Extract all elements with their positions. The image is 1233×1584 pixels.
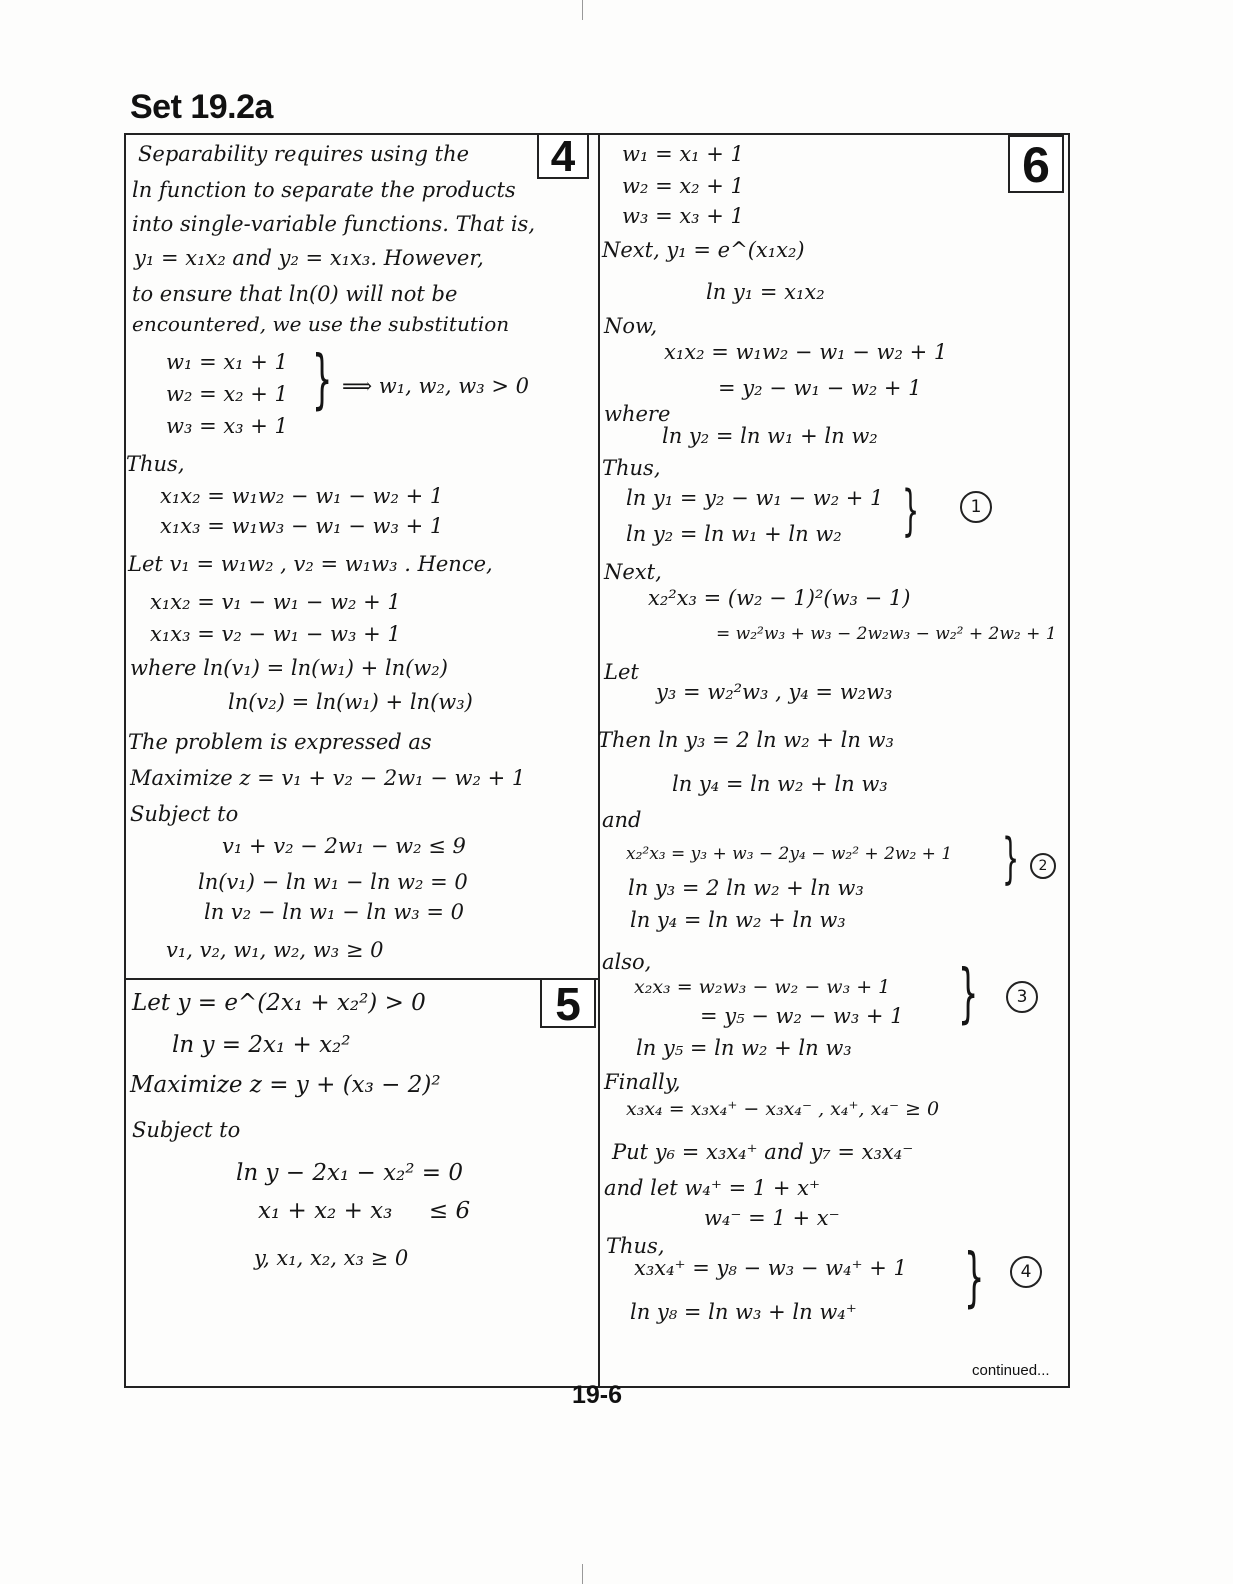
solution-line: v₁, v₂, w₁, w₂, w₃ ≥ 0 [166, 938, 384, 962]
solution-line: x₂²x₃ = y₃ + w₃ − 2y₄ − w₂² + 2w₂ + 1 [626, 844, 953, 864]
solution-line: to ensure that ln(0) will not be [132, 282, 458, 306]
equation-marker: 3 [1006, 981, 1038, 1013]
solution-line: ln y = 2x₁ + x₂² [172, 1032, 351, 1058]
brace-icon: } [958, 957, 979, 1031]
solution-line: ln y₄ = ln w₂ + ln w₃ [672, 772, 888, 796]
page-number: 19-6 [572, 1381, 623, 1409]
solution-line: ln y₃ = 2 ln w₂ + ln w₃ [628, 876, 864, 900]
solution-line: Maximize z = v₁ + v₂ − 2w₁ − w₂ + 1 [130, 766, 526, 790]
solution-line: where [604, 402, 671, 426]
solution-line: y₁ = x₁x₂ and y₂ = x₁x₃. However, [134, 246, 484, 270]
solution-line: ln y₂ = ln w₁ + ln w₂ [662, 424, 878, 448]
solution-line: Separability requires using the [138, 142, 470, 166]
solution-line: w₂ = x₂ + 1 [622, 174, 744, 198]
solution-line: ln y₄ = ln w₂ + ln w₃ [630, 908, 846, 932]
solution-line: Next, [604, 560, 662, 584]
solution-line: Thus, [606, 1234, 665, 1258]
solution-line: x₁x₂ = w₁w₂ − w₁ − w₂ + 1 [664, 340, 948, 364]
solution-line: x₁x₃ = v₂ − w₁ − w₃ + 1 [150, 622, 401, 646]
solution-line: x₁x₂ = v₁ − w₁ − w₂ + 1 [150, 590, 401, 614]
solution-line: ln v₂ − ln w₁ − ln w₃ = 0 [204, 900, 465, 924]
solution-line: ln y₁ = x₁x₂ [706, 280, 825, 304]
solution-line: x₁ + x₂ + x₃ ≤ 6 [258, 1198, 471, 1224]
solution-line: = y₅ − w₂ − w₃ + 1 [700, 1004, 904, 1028]
solution-line: and let w₄⁺ = 1 + x⁺ [604, 1176, 821, 1200]
solution-line: y₃ = w₂²w₃ , y₄ = w₂w₃ [656, 680, 893, 704]
solution-line: v₁ + v₂ − 2w₁ − w₂ ≤ 9 [222, 834, 466, 858]
solution-line: Next, y₁ = e^(x₁x₂) [602, 238, 805, 262]
solution-line: ln y₈ = ln w₃ + ln w₄⁺ [630, 1300, 857, 1324]
solution-line: Then ln y₃ = 2 ln w₂ + ln w₃ [598, 728, 894, 752]
solution-line: ln(v₂) = ln(w₁) + ln(w₃) [228, 690, 473, 714]
solution-line: w₄⁻ = 1 + x⁻ [704, 1206, 840, 1230]
column-divider [598, 133, 600, 1388]
problem-divider [124, 978, 599, 980]
scan-mark [582, 1564, 583, 1584]
solution-line: Finally, [604, 1070, 681, 1094]
brace-icon: } [902, 479, 920, 542]
solution-line: Let v₁ = w₁w₂ , v₂ = w₁w₃ . Hence, [128, 552, 493, 576]
solution-line: Subject to [130, 802, 239, 826]
solution-line: ⟹ w₁, w₂, w₃ > 0 [342, 374, 529, 398]
equation-marker: 2 [1030, 853, 1056, 879]
solution-line: also, [602, 950, 652, 974]
solution-line: ln y₅ = ln w₂ + ln w₃ [636, 1036, 852, 1060]
problem-number-4: 4 [537, 133, 589, 179]
solution-line: Let y = e^(2x₁ + x₂²) > 0 [132, 990, 426, 1016]
solution-line: ln y − 2x₁ − x₂² = 0 [236, 1160, 464, 1186]
solution-line: x₁x₃ = w₁w₃ − w₁ − w₃ + 1 [160, 514, 444, 538]
continued-note: continued... [972, 1362, 1050, 1379]
solution-line: Now, [604, 314, 658, 338]
solution-line: w₂ = x₂ + 1 [166, 382, 288, 406]
equation-marker: 1 [960, 491, 992, 523]
solution-line: Thus, [126, 452, 185, 476]
solution-line: where ln(v₁) = ln(w₁) + ln(w₂) [130, 656, 448, 680]
equation-marker: 4 [1010, 1256, 1042, 1288]
solution-line: Subject to [132, 1118, 241, 1142]
solution-line: Thus, [602, 456, 661, 480]
solution-line: w₁ = x₁ + 1 [166, 350, 288, 374]
solution-line: x₃x₄⁺ = y₈ − w₃ − w₄⁺ + 1 [634, 1256, 907, 1280]
problem-number-5: 5 [540, 978, 596, 1028]
solution-line: ln y₁ = y₂ − w₁ − w₂ + 1 [626, 486, 884, 510]
solution-line: x₂²x₃ = (w₂ − 1)²(w₃ − 1) [648, 586, 911, 610]
page-title: Set 19.2a [130, 88, 273, 126]
solution-line: = y₂ − w₁ − w₂ + 1 [718, 376, 922, 400]
solution-line: w₁ = x₁ + 1 [622, 142, 744, 166]
solution-line: x₂x₃ = w₂w₃ − w₂ − w₃ + 1 [634, 976, 891, 998]
solution-line: The problem is expressed as [128, 730, 432, 754]
solution-line: Put y₆ = x₃x₄⁺ and y₇ = x₃x₄⁻ [612, 1140, 914, 1164]
brace-icon: } [312, 343, 333, 417]
solution-line: Let [604, 660, 639, 684]
solution-line: = w₂²w₃ + w₃ − 2w₂w₃ − w₂² + 2w₂ + 1 [716, 624, 1057, 644]
solution-line: ln(v₁) − ln w₁ − ln w₂ = 0 [198, 870, 468, 894]
solution-line: ln function to separate the products [132, 178, 516, 202]
solution-line: and [602, 808, 642, 832]
solution-line: ln y₂ = ln w₁ + ln w₂ [626, 522, 842, 546]
problem-number-6: 6 [1008, 135, 1064, 193]
solution-line: encountered, we use the substitution [132, 312, 510, 336]
brace-icon: } [964, 1241, 985, 1315]
scan-mark [582, 0, 583, 20]
solution-line: Maximize z = y + (x₃ − 2)² [130, 1072, 441, 1098]
solution-line: w₃ = x₃ + 1 [622, 204, 744, 228]
brace-icon: } [1002, 827, 1020, 890]
solution-line: x₃x₄ = x₃x₄⁺ − x₃x₄⁻ , x₄⁺, x₄⁻ ≥ 0 [626, 1098, 940, 1120]
solution-line: w₃ = x₃ + 1 [166, 414, 288, 438]
solution-line: into single-variable functions. That is, [132, 212, 535, 236]
solution-line: y, x₁, x₂, x₃ ≥ 0 [254, 1246, 409, 1270]
solution-line: x₁x₂ = w₁w₂ − w₁ − w₂ + 1 [160, 484, 444, 508]
